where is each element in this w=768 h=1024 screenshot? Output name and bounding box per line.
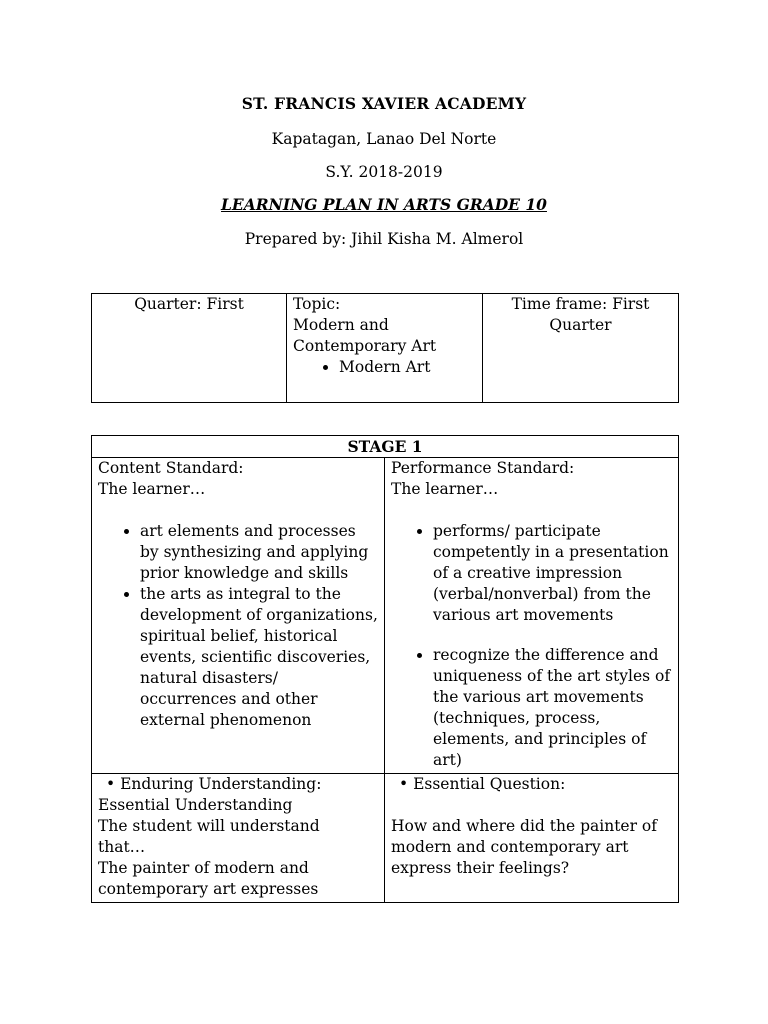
performance-standard-cell	[385, 458, 679, 774]
topic-line-1: Modern and	[293, 316, 389, 334]
content-standard-cell	[92, 458, 385, 774]
content-standard-label: Content Standard:	[98, 459, 244, 477]
essential-understanding-label: Essential Understanding	[98, 796, 293, 814]
topic-cell	[287, 294, 483, 403]
quarter-text: Quarter: First	[134, 295, 244, 313]
list-item: • art elements and processes by synthesizing and applying prior knowledge and skills	[140, 521, 378, 584]
list-item: • performs/ participate competently in a presentation of a creative impression (verbal/nonverbal) from the various art movements	[433, 521, 672, 626]
topic-bullet: • Modern Art	[339, 357, 476, 378]
enduring-line-5: contemporary art expresses	[98, 880, 319, 898]
topic-line-2: Contemporary Art	[293, 337, 437, 355]
list-item: • recognize the difference and uniqueness of the art styles of the various art movements (techniques, process, elements, and principles of art)	[433, 645, 672, 771]
quarter-cell	[92, 294, 287, 403]
enduring-line-2: The student will understand	[98, 817, 320, 835]
performance-standard-label: Performance Standard:	[391, 459, 575, 477]
performance-standard-list	[391, 521, 672, 771]
stage-title: STAGE 1	[92, 436, 679, 458]
content-standard-list	[98, 521, 378, 731]
topic-label: Topic:	[293, 295, 341, 313]
school-location: Kapatagan, Lanao Del Norte	[271, 130, 497, 148]
timeframe-line-2: Quarter	[549, 316, 612, 334]
school-year: S.Y. 2018-2019	[325, 163, 443, 181]
enduring-line-3: that…	[98, 838, 146, 856]
info-table	[91, 293, 679, 403]
enduring-line-4: The painter of modern and	[98, 859, 309, 877]
timeframe-cell	[483, 294, 679, 403]
plan-title: LEARNING PLAN IN ARTS GRADE 10	[221, 195, 547, 214]
stage-table	[91, 435, 679, 903]
essential-question-text: How and where did the painter of modern and contemporary art express their feelings?	[391, 817, 657, 877]
performance-learner: The learner…	[391, 480, 499, 498]
list-item: • the arts as integral to the development of organizations, spiritual belief, historical events, scientific discoveries, natural disasters/ occurrences and other external phenomenon	[140, 584, 378, 731]
essential-question-head: • Essential Question:	[399, 775, 566, 793]
enduring-understanding-cell	[92, 774, 385, 903]
school-name: ST. FRANCIS XAVIER ACADEMY	[241, 94, 527, 113]
timeframe-line-1: Time frame: First	[511, 295, 650, 313]
prepared-by: Prepared by: Jihil Kisha M. Almerol	[244, 230, 524, 248]
enduring-understanding-head: • Enduring Understanding:	[106, 775, 322, 793]
essential-question-cell	[385, 774, 679, 903]
content-learner: The learner…	[98, 480, 206, 498]
